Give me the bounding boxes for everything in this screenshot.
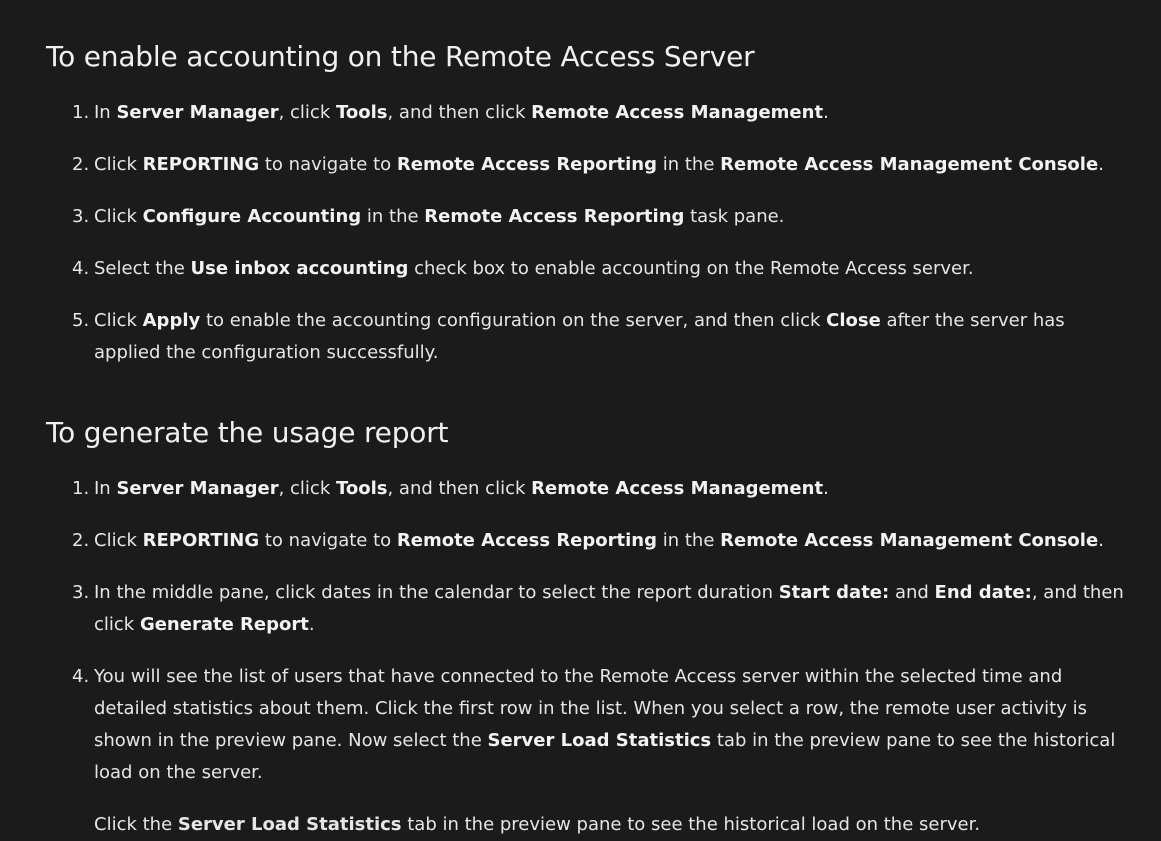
ui-term: Remote Access Reporting	[396, 154, 657, 175]
step-text-segment: In the middle pane, click dates in the calendar to select the report duration	[94, 582, 779, 603]
ui-term: Server Manager	[116, 478, 279, 499]
step-number: 3.	[72, 206, 90, 227]
ui-term: Apply	[142, 310, 201, 331]
step-text	[94, 525, 1126, 557]
step-text-segment: task pane.	[684, 206, 785, 227]
step-text-segment: check box to enable accounting on the Remote Access server.	[408, 258, 974, 279]
step-text-segment: You will see the list of users that have connected to the Remote Access server within the selected time and detailed statistics about them. Click the first row in the list. When you select a row, the remote user activity is shown in the preview pane. Now select the	[94, 666, 1087, 751]
ui-term: Remote Access Management Console	[720, 530, 1099, 551]
step-text	[94, 97, 1126, 129]
step-text	[94, 149, 1126, 181]
step-text-segment: , and then click	[387, 102, 532, 123]
section-heading-generate-report: To generate the usage report	[46, 416, 449, 449]
step-text-segment: , click	[278, 478, 336, 499]
step-text-segment: Select the	[94, 258, 191, 279]
ui-term: Start date:	[778, 582, 890, 603]
step-number: 2.	[72, 154, 90, 175]
step-text-segment: , click	[278, 102, 336, 123]
step-item	[46, 473, 1126, 505]
ui-term: Remote Access Management Console	[720, 154, 1099, 175]
ui-term: Remote Access Management	[531, 102, 824, 123]
step-number: 4.	[72, 258, 90, 279]
step-text	[94, 577, 1126, 641]
step-text-segment: in the	[657, 154, 721, 175]
step-item	[46, 577, 1126, 641]
step-item	[46, 201, 1126, 233]
step-text-segment: Click	[94, 154, 143, 175]
step-item	[46, 97, 1126, 129]
ui-term: Use inbox accounting	[190, 258, 409, 279]
step-text-segment: in the	[657, 530, 721, 551]
ui-term: Generate Report	[139, 614, 309, 635]
step-text	[94, 305, 1126, 369]
ui-term: Tools	[335, 102, 388, 123]
step-number: 1.	[72, 102, 90, 123]
ui-term: Server Load Statistics	[487, 730, 712, 751]
ui-term: Remote Access Reporting	[424, 206, 685, 227]
step-text-segment: Click	[94, 310, 143, 331]
step-text-segment: and	[889, 582, 935, 603]
step-text-segment: Click	[94, 530, 143, 551]
ui-term: Tools	[335, 478, 388, 499]
step-text-segment: .	[823, 478, 829, 499]
step-item	[46, 661, 1126, 841]
section-heading-enable-accounting: To enable accounting on the Remote Access Server	[46, 40, 755, 73]
step-item	[46, 305, 1126, 369]
step-item	[46, 253, 1126, 285]
step-text-segment: In	[94, 478, 117, 499]
step-text-segment: to navigate to	[259, 154, 397, 175]
step-text-segment: , and then click	[387, 478, 532, 499]
step-number: 5.	[72, 310, 90, 331]
step-text-segment: Click the	[94, 814, 178, 835]
ui-term: Server Manager	[116, 102, 279, 123]
step-text-segment: .	[1098, 530, 1104, 551]
step-text	[94, 201, 1126, 233]
step-text	[94, 661, 1126, 789]
step-text-segment: , and then click	[94, 582, 1124, 635]
step-text-segment: after the server has applied the configuration successfully.	[94, 310, 1065, 363]
step-item	[46, 149, 1126, 181]
step-text	[94, 253, 1126, 285]
step-text-segment: to navigate to	[259, 530, 397, 551]
step-text-segment: to enable the accounting configuration on the server, and then click	[200, 310, 827, 331]
ui-term: REPORTING	[142, 530, 260, 551]
step-number: 2.	[72, 530, 90, 551]
step-text-segment: in the	[361, 206, 425, 227]
step-text	[94, 473, 1126, 505]
step-text-segment: Click	[94, 206, 143, 227]
step-item	[46, 525, 1126, 557]
step-text-segment: .	[308, 614, 315, 635]
step-number: 3.	[72, 582, 90, 603]
step-text-segment: tab in the preview pane to see the historical load on the server.	[401, 814, 981, 835]
ui-term: Remote Access Management	[531, 478, 824, 499]
step-text-segment: .	[1098, 154, 1104, 175]
step-text-segment: .	[823, 102, 829, 123]
step-number: 1.	[72, 478, 90, 499]
ui-term: Remote Access Reporting	[396, 530, 657, 551]
ui-term: End date:	[934, 582, 1032, 603]
ui-term: Server Load Statistics	[177, 814, 402, 835]
ui-term: REPORTING	[142, 154, 260, 175]
step-text-segment: tab in the preview pane to see the historical load on the server.	[94, 730, 1116, 783]
ui-term: Close	[826, 310, 881, 331]
step-text-segment: In	[94, 102, 117, 123]
ui-term: Configure Accounting	[142, 206, 362, 227]
step-followup-text	[94, 809, 1126, 841]
step-number: 4.	[72, 666, 90, 687]
